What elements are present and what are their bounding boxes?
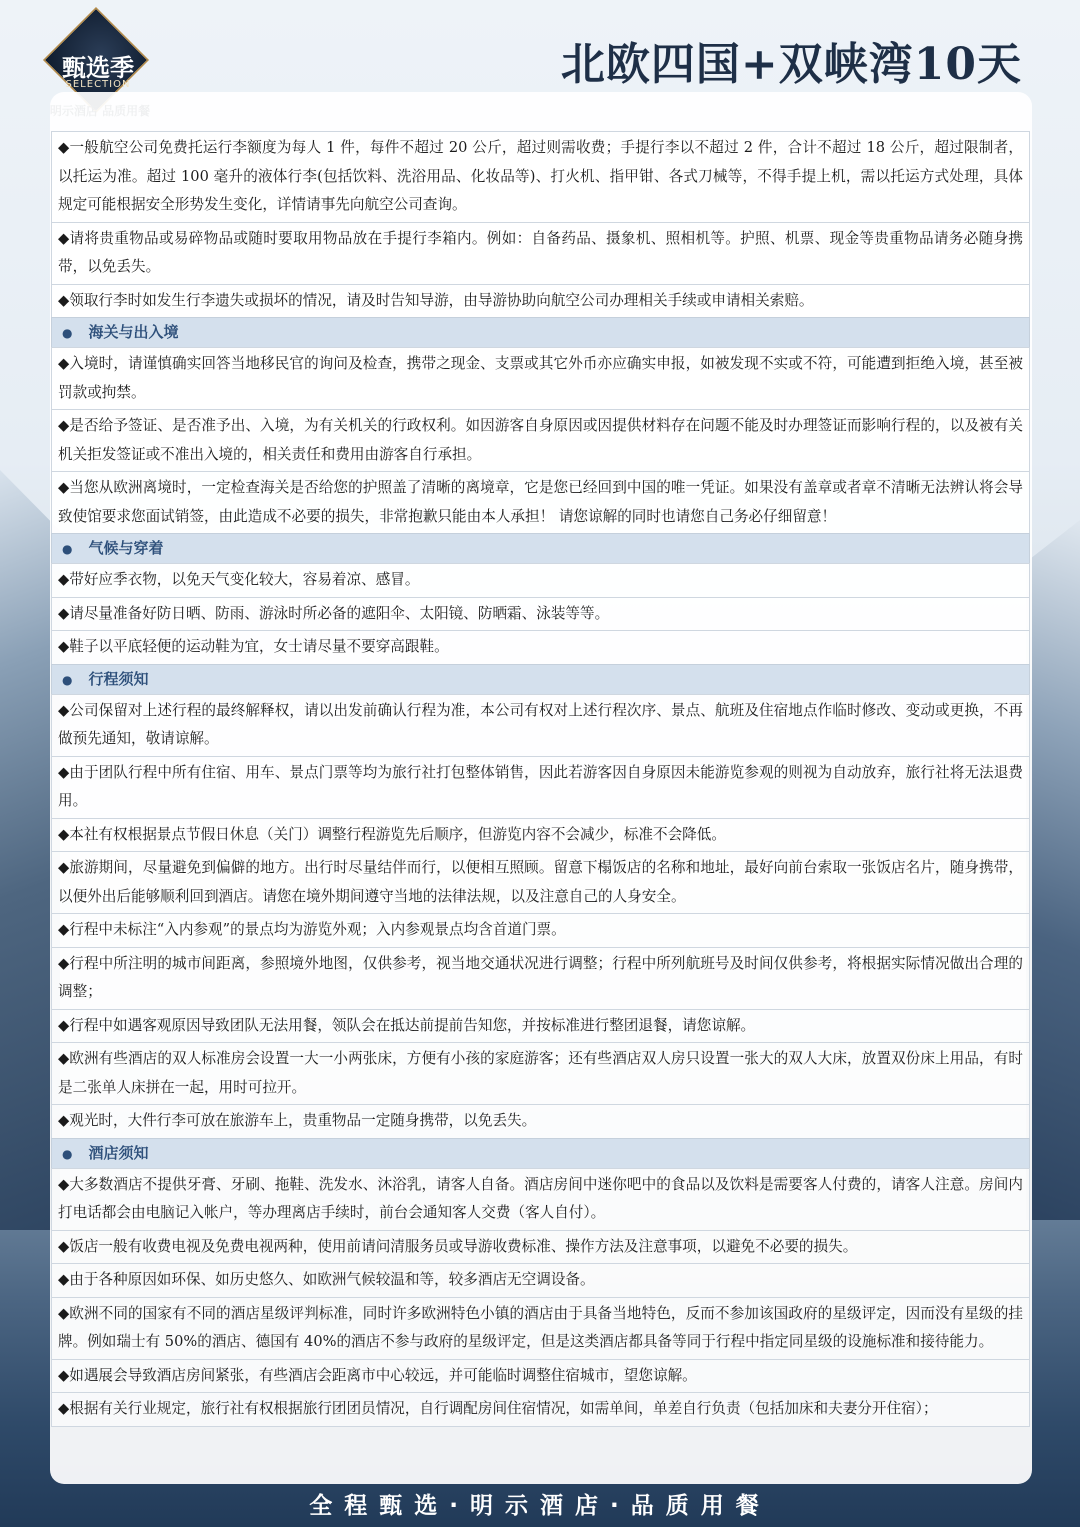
notice-item: ◆本社有权根据景点节假日休息（关门）调整行程游览先后顺序，但游览内容不会减少，标准不会降低。 <box>51 818 1030 852</box>
bullet-dot-icon: ● <box>62 326 73 340</box>
notice-item: ◆一般航空公司免费托运行李额度为每人 1 件，每件不超过 20 公斤，超过则需收费；手提行李以不超过 2 件，合计不超过 18 公斤，超过限制者，以托运为准。超过 100 毫升的液体行李(包括饮料、洗浴用品、化妆品等)、打火机、指甲钳、各式刀械等，不得手提上机，需以托运方式处理，具体规定可能根据安全形势发生变化，详情请事先向航空公司查询。 <box>51 131 1030 222</box>
notice-item: ◆公司保留对上述行程的最终解释权，请以出发前确认行程为准，本公司有权对上述行程次序、景点、航班及住宿地点作临时修改、变动或更换，不再做预先通知，敬请谅解。 <box>51 694 1030 756</box>
bullet-dot-icon: ● <box>62 542 73 556</box>
page-title: 北欧四国+双峡湾10天 <box>560 39 1022 90</box>
notice-item: ◆大多数酒店不提供牙膏、牙刷、拖鞋、洗发水、沐浴乳，请客人自备。酒店房间中迷你吧中的食品以及饮料是需要客人付费的，请客人注意。房间内打电话都会由电脑记入帐户，等办理离店手续时，前台会通知客人交费（客人自付）。 <box>51 1168 1030 1230</box>
notice-item: ◆由于各种原因如环保、如历史悠久、如欧洲气候较温和等，较多酒店无空调设备。 <box>51 1263 1030 1297</box>
notice-item: ◆如遇展会导致酒店房间紧张，有些酒店会距离市中心较远，并可能临时调整住宿城市，望您谅解。 <box>51 1359 1030 1393</box>
notice-item: ◆饭店一般有收费电视及免费电视两种，使用前请问清服务员或导游收费标准、操作方法及注意事项，以避免不必要的损失。 <box>51 1230 1030 1264</box>
section-title: 行程须知 <box>88 669 149 688</box>
notice-item: ◆行程中未标注“入内参观”的景点均为游览外观；入内参观景点均含首道门票。 <box>51 913 1030 947</box>
notice-item: ◆鞋子以平底轻便的运动鞋为宜，女士请尽量不要穿高跟鞋。 <box>51 630 1030 664</box>
notice-item: ◆入境时，请谨慎确实回答当地移民官的询问及检查，携带之现金、支票或其它外币亦应确实申报，如被发现不实或不符，可能遭到拒绝入境，甚至被罚款或拘禁。 <box>51 347 1030 409</box>
section-header <box>51 664 1030 694</box>
bullet-dot-icon: ● <box>62 672 73 687</box>
notice-item: ◆请尽量准备好防日晒、防雨、游泳时所必备的遮阳伞、太阳镜、防晒霜、泳装等等。 <box>51 597 1030 631</box>
logo-name: 甄选季 <box>62 53 134 82</box>
bullet-dot-icon: ● <box>62 1146 73 1161</box>
section-title: 海关与出入境 <box>88 323 179 341</box>
notice-item: ◆根据有关行业规定，旅行社有权根据旅行团团员情况，自行调配房间住宿情况，如需单间，单差自行负责（包括加床和夫妻分开住宿）； <box>51 1392 1030 1427</box>
notice-item: ◆旅游期间，尽量避免到偏僻的地方。出行时尽量结伴而行，以便相互照顾。留意下榻饭店的名称和地址，最好向前台索取一张饭店名片，随身携带，以便外出后能够顺利回到酒店。请您在境外期间遵守当地的法律法规，以及注意自己的人身安全。 <box>51 851 1030 913</box>
notice-item: ◆是否给予签证、是否准予出、入境，为有关机关的行政权利。如因游客自身原因或因提供材料存在问题不能及时办理签证而影响行程的，以及被有关机关拒发签证或不准出入境的，相关责任和费用由游客自行承担。 <box>51 409 1030 471</box>
notice-item: ◆领取行李时如发生行李遗失或损坏的情况，请及时告知导游，由导游协助向航空公司办理相关手续或申请相关索赔。 <box>51 284 1030 318</box>
logo-subtitle: SELECTION <box>65 79 131 90</box>
notice-item: ◆当您从欧洲离境时，一定检查海关是否给您的护照盖了清晰的离境章，它是您已经回到中国的唯一凭证。如果没有盖章或者章不清晰无法辨认将会导致使馆要求您面试销签，由此造成不必要的损失，非常抱歉只能由本人承担！ 请您谅解的同时也请您自己务必仔细留意！ <box>51 471 1030 533</box>
notice-item: ◆观光时，大件行李可放在旅游车上，贵重物品一定随身携带，以免丢失。 <box>51 1104 1030 1138</box>
section-title: 酒店须知 <box>88 1143 149 1162</box>
section-title: 气候与穿着 <box>88 539 164 557</box>
footer-slogan: 全程甄选·明示酒店·品质用餐 <box>309 1493 771 1519</box>
section-header <box>51 317 1030 347</box>
background-mountain-right <box>1026 520 1080 1220</box>
notice-item: ◆行程中所注明的城市间距离，参照境外地图，仅供参考，视当地交通状况进行调整；行程中所列航班号及时间仅供参考，将根据实际情况做出合理的调整； <box>51 947 1030 1009</box>
notice-item: ◆行程中如遇客观原因导致团队无法用餐，领队会在抵达前提前告知您，并按标准进行整团退餐，请您谅解。 <box>51 1009 1030 1043</box>
notice-item: ◆带好应季衣物，以免天气变化较大，容易着凉、感冒。 <box>51 563 1030 597</box>
notice-item: ◆请将贵重物品或易碎物品或随时要取用物品放在手提行李箱内。例如：自备药品、摄象机、照相机等。护照、机票、现金等贵重物品请务必随身携带，以免丢失。 <box>51 222 1030 284</box>
section-header <box>51 1138 1030 1168</box>
notice-list <box>51 131 1030 1427</box>
notice-item: ◆由于团队行程中所有住宿、用车、景点门票等均为旅行社打包整体销售，因此若游客因自身原因未能游览参观的则视为自动放弃，旅行社将无法退费用。 <box>51 756 1030 818</box>
section-header <box>51 533 1030 563</box>
notice-item: ◆欧洲有些酒店的双人标准房会设置一大一小两张床，方便有小孩的家庭游客；还有些酒店双人房只设置一张大的双人大床，放置双份床上用品，有时是二张单人床拼在一起，用时可拉开。 <box>51 1042 1030 1104</box>
notice-item: ◆欧洲不同的国家有不同的酒店星级评判标准，同时许多欧洲特色小镇的酒店由于具备当地特色，反而不参加该国政府的星级评定，因而没有星级的挂牌。例如瑞士有 50%的酒店、德国有 40%的酒店不参与政府的星级评定，但是这类酒店都具备等同于行程中指定同星级的设施标准和接待能力。 <box>51 1297 1030 1359</box>
